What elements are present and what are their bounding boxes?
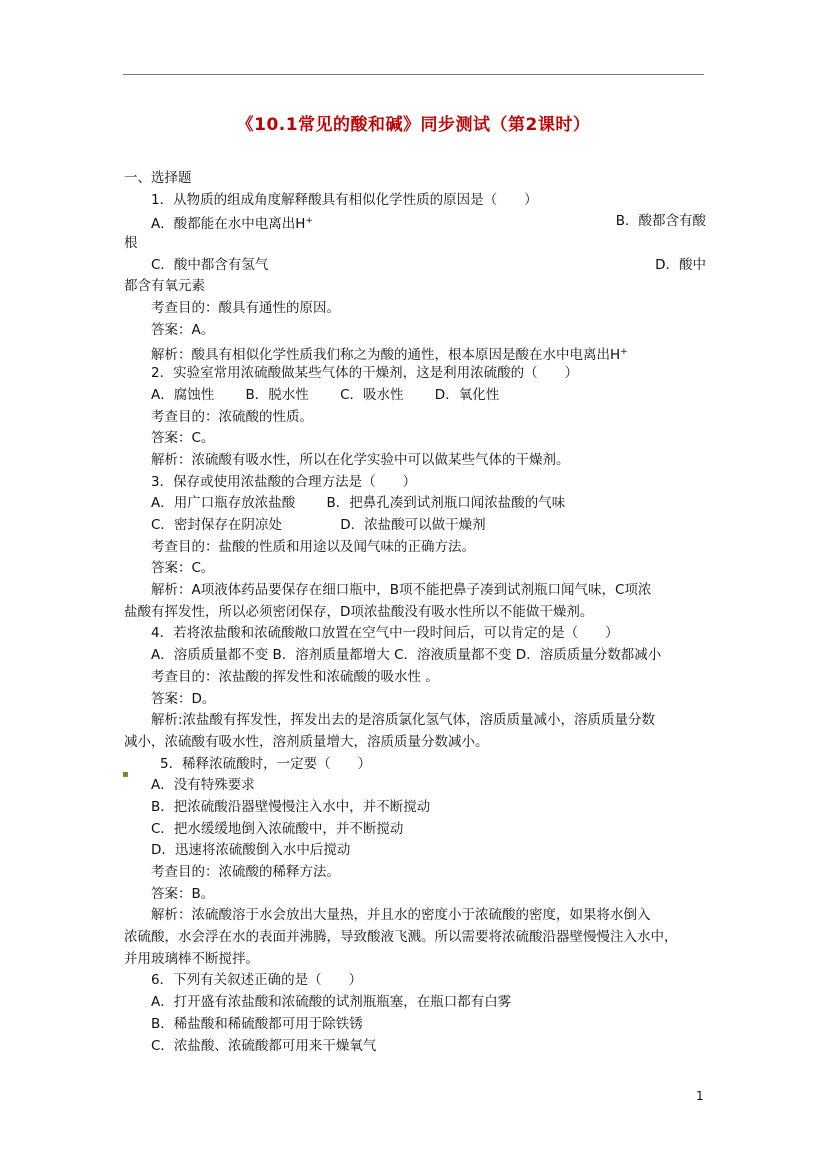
q1-options-row2 bbox=[124, 255, 706, 277]
q3-aim: 考查目的：盐酸的性质和用途以及闻气味的正确方法。 bbox=[151, 538, 475, 555]
q1-option-a: A．酸都能在水中电离出H+ bbox=[151, 216, 313, 233]
q5-option-a: A．没有特殊要求 bbox=[151, 777, 255, 794]
q6-option-b: B．稀盐酸和稀硫酸都可用于除铁锈 bbox=[151, 1015, 363, 1032]
q4-aim: 考查目的：浓盐酸的挥发性和浓硫酸的吸水性 。 bbox=[151, 668, 439, 685]
q5-option-c: C．把水缓缓地倒入浓硫酸中，并不断搅动 bbox=[151, 820, 404, 837]
document-body bbox=[124, 168, 706, 1057]
q1-option-c: C．酸中都含有氢气 bbox=[151, 256, 269, 273]
q6-option-a: A．打开盛有浓盐酸和浓硫酸的试剂瓶瓶塞，在瓶口都有白雾 bbox=[151, 994, 512, 1011]
header-rule bbox=[123, 74, 704, 75]
q6-stem: 6．下列有关叙述正确的是（ ） bbox=[151, 972, 363, 989]
q6-option-c: C．浓盐酸、浓硫酸都可用来干燥氧气 bbox=[151, 1037, 377, 1054]
q1-analysis: 解析：酸具有相似化学性质我们称之为酸的通性，根本原因是酸在水中电离出H+ bbox=[151, 346, 628, 363]
q5-stem-row bbox=[122, 754, 706, 780]
q3-answer: 答案：C。 bbox=[151, 560, 215, 577]
q1-option-b-cont: 根 bbox=[124, 235, 138, 252]
q1-option-d-cont: 都含有氧元素 bbox=[124, 278, 205, 295]
page-title: 《10.1常见的酸和碱》同步测试（第2课时） bbox=[236, 115, 591, 135]
q1-option-d: D．酸中 bbox=[655, 256, 706, 273]
q4-analysis-line1: 解析:浓盐酸有挥发性，挥发出去的是溶质氯化氢气体，溶质质量减小，溶质质量分数 bbox=[151, 712, 656, 729]
q5-option-d: D．迅速将浓硫酸倒入水中后搅动 bbox=[151, 842, 351, 859]
q4-options: A．溶质质量都不变 B．溶剂质量都增大 C．溶液质量都不变 D．溶质质量分数都减小 bbox=[151, 647, 662, 664]
q5-stem: 5．稀释浓硫酸时，一定要（ ） bbox=[160, 755, 372, 772]
q2-options: A．腐蚀性 B．脱水性 C．吸水性 D．氧化性 bbox=[151, 386, 500, 403]
q4-answer: 答案：D。 bbox=[151, 690, 216, 707]
q2-answer: 答案：C。 bbox=[151, 430, 215, 447]
q5-option-b: B．把浓硫酸沿器壁慢慢注入水中，并不断搅动 bbox=[151, 798, 431, 815]
q1-option-b: B．酸都含有酸 bbox=[615, 213, 706, 230]
q2-stem: 2．实验室常用浓硫酸做某些气体的干燥剂，这是利用浓硫酸的（ ） bbox=[151, 365, 579, 382]
q3-options-row2: C．密封保存在阴凉处 D．浓盐酸可以做干燥剂 bbox=[151, 517, 486, 533]
q3-analysis-line1: 解析：A项液体药品要保存在细口瓶中，B项不能把鼻子凑到试剂瓶口闻气味，C项浓 bbox=[151, 582, 652, 599]
q1-answer: 答案：A。 bbox=[151, 321, 215, 338]
q5-analysis-line3: 并用玻璃棒不断搅拌。 bbox=[124, 950, 259, 967]
q5-analysis-line1: 解析：浓硫酸溶于水会放出大量热，并且水的密度小于浓硫酸的密度，如果将水倒入 bbox=[151, 907, 651, 924]
q2-aim: 考查目的：浓硫酸的性质。 bbox=[151, 408, 313, 425]
q4-analysis-line2: 减小，浓硫酸有吸水性，溶剂质量增大，溶质质量分数减小。 bbox=[124, 733, 489, 750]
q2-analysis: 解析：浓硫酸有吸水性，所以在化学实验中可以做某些气体的干燥剂。 bbox=[151, 451, 570, 468]
q1-aim: 考查目的：酸具有通性的原因。 bbox=[151, 300, 340, 317]
section-heading: 一、选择题 bbox=[124, 170, 192, 186]
page-number: 1 bbox=[696, 1089, 704, 1103]
q5-analysis-line2: 浓硫酸，水会浮在水的表面并沸腾，导致酸液飞溅。所以需要将浓硫酸沿器壁慢慢注入水中， bbox=[124, 929, 678, 946]
q5-answer: 答案：B。 bbox=[151, 885, 215, 902]
q3-analysis-line2: 盐酸有挥发性，所以必须密闭保存，D项浓盐酸没有吸水性所以不能做干燥剂。 bbox=[124, 603, 594, 620]
q1-stem: 1．从物质的组成角度解释酸具有相似化学性质的原因是（ ） bbox=[151, 191, 538, 208]
edit-mark-icon: ▪ bbox=[122, 768, 129, 780]
q3-stem: 3．保存或使用浓盐酸的合理方法是（ ） bbox=[151, 473, 417, 490]
q1-options-row1 bbox=[124, 211, 706, 233]
q5-aim: 考查目的：浓硫酸的稀释方法。 bbox=[151, 864, 340, 880]
q3-options-row1: A．用广口瓶存放浓盐酸 B．把鼻孔凑到试剂瓶口闻浓盐酸的气味 bbox=[151, 495, 566, 512]
q4-stem: 4．若将浓盐酸和浓硫酸敞口放置在空气中一段时间后，可以肯定的是（ ） bbox=[151, 625, 619, 642]
